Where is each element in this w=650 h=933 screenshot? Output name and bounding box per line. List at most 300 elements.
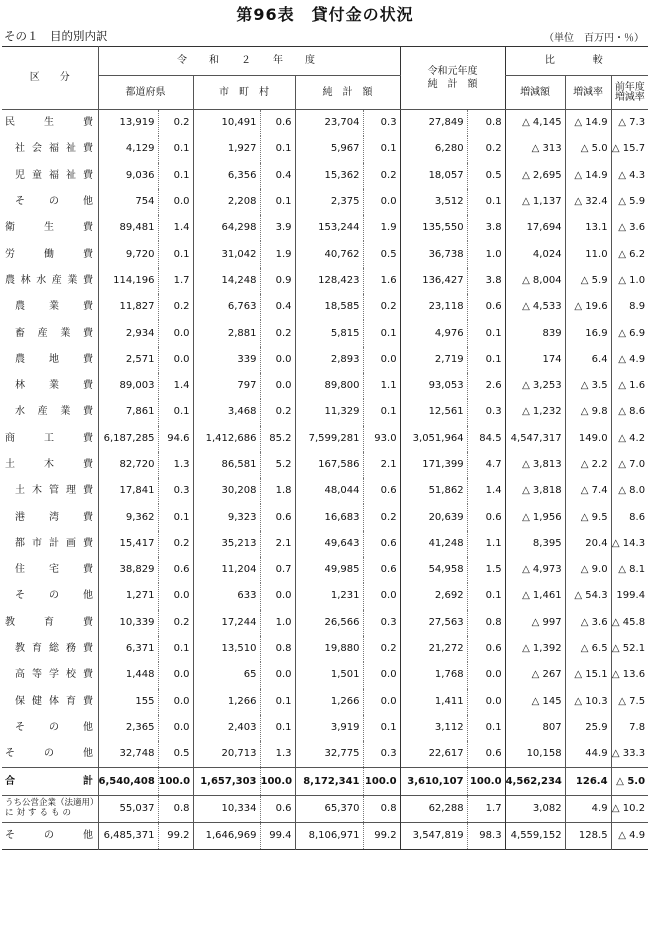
table-cell: 136,427 [400, 268, 467, 294]
table-cell: 11,827 [98, 294, 158, 320]
table-row [2, 636, 648, 662]
table-cell: 128.5 [565, 823, 611, 850]
table-cell: 0.2 [260, 399, 295, 425]
table-cell: 0.3 [467, 399, 505, 425]
row-label [2, 478, 98, 504]
table-cell: 0.0 [158, 662, 193, 688]
table-row [2, 136, 648, 162]
table-cell: 1,501 [295, 662, 363, 688]
table-cell: 1.3 [158, 452, 193, 478]
row-label [2, 215, 98, 241]
table-cell: 4,129 [98, 136, 158, 162]
table-cell: △ 9.5 [565, 504, 611, 530]
header-prefecture: 都道府県 [98, 76, 193, 110]
table-cell: 12,561 [400, 399, 467, 425]
table-cell: △ 8.0 [611, 478, 648, 504]
table-cell: △ 1.6 [611, 373, 648, 399]
table-cell: 100.0 [467, 768, 505, 795]
table-cell: 1.3 [260, 741, 295, 768]
table-cell: △ 7.5 [611, 689, 648, 715]
table-cell: 2,881 [193, 320, 260, 346]
table-cell: △ 1,137 [505, 189, 565, 215]
table-cell: 1,231 [295, 583, 363, 609]
table-cell: 9,720 [98, 241, 158, 267]
table-row [2, 557, 648, 583]
table-cell: 15,417 [98, 531, 158, 557]
row-label-text: 商工費 [5, 432, 93, 444]
table-cell: 0.8 [363, 795, 400, 822]
table-cell: 0.2 [363, 163, 400, 189]
table-cell: 4,559,152 [505, 823, 565, 850]
table-row [2, 531, 648, 557]
table-cell: 89,003 [98, 373, 158, 399]
table-cell: 10,491 [193, 110, 260, 137]
table-cell: 18,057 [400, 163, 467, 189]
row-label-text: その他 [5, 748, 93, 760]
row-label-text: 農業費 [15, 301, 93, 313]
table-cell: 9,323 [193, 504, 260, 530]
table-cell: 17,841 [98, 478, 158, 504]
table-cell: 0.8 [467, 110, 505, 137]
row-label [2, 294, 98, 320]
table-cell: 38,829 [98, 557, 158, 583]
table-cell: 1,271 [98, 583, 158, 609]
row-label [2, 795, 98, 822]
table-cell: △ 14.3 [611, 531, 648, 557]
row-label-text: 高等学校費 [15, 669, 93, 681]
header-reiwa1-line1: 令和元年度 [427, 65, 478, 77]
table-cell: 49,985 [295, 557, 363, 583]
row-label-text: 水産業費 [15, 406, 93, 418]
table-cell: 2.1 [260, 531, 295, 557]
table-cell: 1,411 [400, 689, 467, 715]
table-cell: 5,967 [295, 136, 363, 162]
table-cell: 0.0 [158, 715, 193, 741]
row-label-text: 教育総務費 [15, 643, 93, 655]
table-cell: △ 10.2 [611, 795, 648, 822]
table-cell: △ 4.2 [611, 426, 648, 452]
table-cell: 0.2 [363, 636, 400, 662]
table-cell: 51,862 [400, 478, 467, 504]
table-cell: △ 4.9 [611, 823, 648, 850]
table-cell: 3,112 [400, 715, 467, 741]
table-cell: 633 [193, 583, 260, 609]
header-category: 区 分 [2, 47, 98, 110]
table-cell: 54,958 [400, 557, 467, 583]
table-cell: 155 [98, 689, 158, 715]
table-cell: 19,880 [295, 636, 363, 662]
row-label [2, 741, 98, 768]
table-cell: 0.7 [260, 557, 295, 583]
row-label-text: 保健体育費 [15, 695, 93, 707]
table-cell: 0.5 [363, 241, 400, 267]
table-cell: 0.1 [467, 320, 505, 346]
row-label-text: 労働費 [5, 248, 93, 260]
table-cell: △ 54.3 [565, 583, 611, 609]
table-cell: 0.1 [158, 636, 193, 662]
table-cell: 2,893 [295, 347, 363, 373]
table-cell: 839 [505, 320, 565, 346]
table-cell: △ 3,818 [505, 478, 565, 504]
table-cell: 1.9 [260, 241, 295, 267]
table-cell: 3,512 [400, 189, 467, 215]
table-row [2, 583, 648, 609]
table-cell: 1.9 [363, 215, 400, 241]
table-cell: 21,272 [400, 636, 467, 662]
table-cell: 6,280 [400, 136, 467, 162]
table-cell: 8,172,341 [295, 768, 363, 795]
table-row [2, 504, 648, 530]
table-cell: 4.7 [467, 452, 505, 478]
table-cell: 0.1 [363, 715, 400, 741]
table-cell: 84.5 [467, 426, 505, 452]
row-label-text: 合計 [5, 775, 93, 787]
table-cell: △ 5.9 [565, 268, 611, 294]
table-cell: 171,399 [400, 452, 467, 478]
table-cell: 20,713 [193, 741, 260, 768]
table-cell: 35,213 [193, 531, 260, 557]
table-row [2, 715, 648, 741]
table-cell: △ 7.0 [611, 452, 648, 478]
table-cell: 5.2 [260, 452, 295, 478]
table-cell: 3,468 [193, 399, 260, 425]
table-cell: 128,423 [295, 268, 363, 294]
table-cell: 8,395 [505, 531, 565, 557]
table-cell: 0.2 [158, 610, 193, 636]
table-cell: 0.8 [260, 636, 295, 662]
table-cell: △ 9.8 [565, 399, 611, 425]
table-cell: △ 13.6 [611, 662, 648, 688]
table-cell: 2,934 [98, 320, 158, 346]
table-cell: 6,187,285 [98, 426, 158, 452]
table-cell: 0.2 [158, 294, 193, 320]
table-cell: 0.0 [467, 662, 505, 688]
table-cell: △ 8.1 [611, 557, 648, 583]
table-cell: 1,646,969 [193, 823, 260, 850]
table-cell: 0.1 [260, 189, 295, 215]
table-cell: 8.9 [611, 294, 648, 320]
table-cell: 1,266 [295, 689, 363, 715]
table-cell: 93.0 [363, 426, 400, 452]
row-label-text: 民生費 [5, 117, 93, 129]
table-cell: 2,365 [98, 715, 158, 741]
table-cell: 0.1 [158, 136, 193, 162]
table-row [2, 399, 648, 425]
table-cell: 0.0 [363, 347, 400, 373]
row-label-text: その他 [15, 590, 93, 602]
table-cell: 0.3 [158, 478, 193, 504]
table-body [2, 110, 648, 850]
table-cell: 11,204 [193, 557, 260, 583]
table-cell: 22,617 [400, 741, 467, 768]
table-cell: 3,919 [295, 715, 363, 741]
table-cell: 2,375 [295, 189, 363, 215]
row-label [2, 268, 98, 294]
table-cell: 0.8 [158, 795, 193, 822]
table-cell: △ 9.0 [565, 557, 611, 583]
row-label-text: 林業費 [15, 380, 93, 392]
table-cell: 100.0 [260, 768, 295, 795]
table-cell: 36,738 [400, 241, 467, 267]
table-cell: 0.0 [363, 583, 400, 609]
table-cell: 3,051,964 [400, 426, 467, 452]
table-row [2, 163, 648, 189]
row-label [2, 557, 98, 583]
table-cell: 18,585 [295, 294, 363, 320]
row-label-text: その他 [15, 196, 93, 208]
table-cell: 3,610,107 [400, 768, 467, 795]
table-cell: 1.7 [467, 795, 505, 822]
table-cell: 6,763 [193, 294, 260, 320]
row-label [2, 823, 98, 850]
row-label [2, 347, 98, 373]
table-cell: 41,248 [400, 531, 467, 557]
table-cell: 6,485,371 [98, 823, 158, 850]
row-label [2, 241, 98, 267]
unit-note: （単位 百万円・％） [544, 33, 644, 44]
table-cell: 0.5 [158, 741, 193, 768]
row-label [2, 531, 98, 557]
table-cell: 4,547,317 [505, 426, 565, 452]
table-cell: 0.6 [158, 557, 193, 583]
row-label-text: 土木管理費 [15, 485, 93, 497]
table-cell: 0.9 [260, 268, 295, 294]
table-cell: △ 7.3 [611, 110, 648, 137]
table-cell: △ 6.5 [565, 636, 611, 662]
table-cell: 48,044 [295, 478, 363, 504]
table-cell: 0.1 [467, 347, 505, 373]
table-cell: 27,849 [400, 110, 467, 137]
table-row [2, 741, 648, 768]
table-cell: 17,244 [193, 610, 260, 636]
header-change-rate: 増減率 [565, 76, 611, 110]
table-cell: △ 1,461 [505, 583, 565, 609]
table-cell: 6,371 [98, 636, 158, 662]
table-row [2, 426, 648, 452]
table-cell: 2,719 [400, 347, 467, 373]
table-cell: 0.6 [467, 741, 505, 768]
table-cell: 0.6 [260, 795, 295, 822]
table-cell: 0.0 [260, 373, 295, 399]
table-cell: △ 3,253 [505, 373, 565, 399]
table-cell: 25.9 [565, 715, 611, 741]
table-cell: △ 33.3 [611, 741, 648, 768]
table-cell: △ 5.0 [565, 136, 611, 162]
row-label [2, 373, 98, 399]
row-label [2, 189, 98, 215]
table-cell: 1.4 [158, 373, 193, 399]
table-cell: 0.3 [363, 610, 400, 636]
table-cell: 62,288 [400, 795, 467, 822]
row-label-text: 社会福祉費 [15, 143, 93, 155]
table-cell: 0.2 [260, 320, 295, 346]
table-cell: 2,403 [193, 715, 260, 741]
loan-table [2, 46, 648, 850]
table-cell: 339 [193, 347, 260, 373]
table-cell: 0.5 [467, 163, 505, 189]
table-cell: △ 15.1 [565, 662, 611, 688]
table-cell: 2.6 [467, 373, 505, 399]
table-cell: △ 32.4 [565, 189, 611, 215]
table-cell: 174 [505, 347, 565, 373]
header-reiwa2: 令 和 ２ 年 度 [98, 47, 400, 76]
table-cell: 32,748 [98, 741, 158, 768]
table-cell: △ 52.1 [611, 636, 648, 662]
table-cell: △ 15.7 [611, 136, 648, 162]
table-cell: 40,762 [295, 241, 363, 267]
table-cell: 10,334 [193, 795, 260, 822]
table-cell: △ 10.3 [565, 689, 611, 715]
table-cell: 1.7 [158, 268, 193, 294]
table-cell: △ 6.9 [611, 320, 648, 346]
header-prev-rate-line2: 増減率 [614, 91, 645, 103]
table-cell: 30,208 [193, 478, 260, 504]
row-label [2, 768, 98, 795]
table-cell: △ 5.0 [611, 768, 648, 795]
table-row [2, 478, 648, 504]
row-label [2, 715, 98, 741]
table-cell: 4,024 [505, 241, 565, 267]
header-reiwa1 [400, 47, 505, 110]
table-row [2, 795, 648, 822]
row-label-text: その他 [5, 830, 93, 842]
table-cell: 0.6 [467, 636, 505, 662]
table-cell: 0.0 [158, 689, 193, 715]
table-cell: 797 [193, 373, 260, 399]
row-label [2, 583, 98, 609]
table-cell: 11,329 [295, 399, 363, 425]
table-cell: 0.1 [158, 504, 193, 530]
table-cell: 13,919 [98, 110, 158, 137]
table-row [2, 768, 648, 795]
table-cell: 65 [193, 662, 260, 688]
table-cell: 1,657,303 [193, 768, 260, 795]
table-cell: 0.0 [467, 689, 505, 715]
table-cell: 0.1 [158, 163, 193, 189]
row-label-text: 土木費 [5, 459, 93, 470]
table-cell: △ 145 [505, 689, 565, 715]
table-cell: 93,053 [400, 373, 467, 399]
table-cell: 8.6 [611, 504, 648, 530]
table-cell: 153,244 [295, 215, 363, 241]
row-label [2, 426, 98, 452]
table-cell: △ 1,392 [505, 636, 565, 662]
table-cell: 2.1 [363, 452, 400, 478]
table-cell: 2,571 [98, 347, 158, 373]
row-label-line2: に対するもの [5, 807, 75, 818]
table-cell: △ 19.6 [565, 294, 611, 320]
table-cell: 4,562,234 [505, 768, 565, 795]
table-cell: 0.8 [467, 610, 505, 636]
table-cell: 3.9 [260, 215, 295, 241]
table-cell: 0.0 [363, 662, 400, 688]
table-cell: 98.3 [467, 823, 505, 850]
table-cell: 27,563 [400, 610, 467, 636]
table-cell: △ 4.3 [611, 163, 648, 189]
table-cell: 114,196 [98, 268, 158, 294]
table-cell: 0.0 [363, 189, 400, 215]
table-cell: 1,412,686 [193, 426, 260, 452]
table-cell: 0.1 [467, 715, 505, 741]
table-subtitle: その１ 目的別内訳 [4, 29, 108, 43]
table-cell: △ 3.6 [611, 215, 648, 241]
table-cell: 1.1 [467, 531, 505, 557]
table-row [2, 689, 648, 715]
table-cell: 1,266 [193, 689, 260, 715]
table-cell: 1,448 [98, 662, 158, 688]
row-label [2, 452, 98, 478]
table-cell: 754 [98, 189, 158, 215]
table-cell: 0.2 [158, 531, 193, 557]
table-cell: 10,158 [505, 741, 565, 768]
table-row [2, 347, 648, 373]
table-cell: 6,540,408 [98, 768, 158, 795]
row-label [2, 504, 98, 530]
table-cell: 17,694 [505, 215, 565, 241]
table-cell: 99.2 [158, 823, 193, 850]
row-label-text: 港湾費 [15, 511, 93, 523]
table-cell: 0.0 [158, 320, 193, 346]
table-cell: 82,720 [98, 452, 158, 478]
table-cell: 2,692 [400, 583, 467, 609]
row-label [2, 399, 98, 425]
table-cell: 14,248 [193, 268, 260, 294]
table-row [2, 320, 648, 346]
table-cell: 0.6 [363, 531, 400, 557]
table-cell: △ 8.6 [611, 399, 648, 425]
table-cell: 31,042 [193, 241, 260, 267]
table-cell: 94.6 [158, 426, 193, 452]
table-cell: 16,683 [295, 504, 363, 530]
table-cell: 85.2 [260, 426, 295, 452]
table-cell: 0.2 [363, 504, 400, 530]
table-cell: 8,106,971 [295, 823, 363, 850]
table-cell: 0.1 [260, 715, 295, 741]
table-cell: △ 14.9 [565, 163, 611, 189]
table-cell: 5,815 [295, 320, 363, 346]
table-cell: 100.0 [158, 768, 193, 795]
table-cell: 0.0 [260, 583, 295, 609]
table-cell: 1.0 [260, 610, 295, 636]
table-cell: △ 6.2 [611, 241, 648, 267]
table-cell: △ 5.9 [611, 189, 648, 215]
table-cell: 0.3 [363, 741, 400, 768]
table-cell: 26,566 [295, 610, 363, 636]
table-cell: 49,643 [295, 531, 363, 557]
table-cell: △ 997 [505, 610, 565, 636]
table-cell: 0.6 [467, 294, 505, 320]
table-cell: 1.1 [363, 373, 400, 399]
table-row [2, 189, 648, 215]
row-label-text: 教育費 [5, 616, 93, 628]
table-cell: △ 3,813 [505, 452, 565, 478]
table-cell: 0.6 [260, 110, 295, 137]
row-label [2, 636, 98, 662]
table-cell: 807 [505, 715, 565, 741]
table-row [2, 268, 648, 294]
table-cell: 20,639 [400, 504, 467, 530]
table-cell: △ 4,533 [505, 294, 565, 320]
table-cell: 7,599,281 [295, 426, 363, 452]
table-cell: 0.1 [158, 399, 193, 425]
table-row [2, 662, 648, 688]
row-label-text: 児童福祉費 [15, 169, 93, 181]
table-cell: 0.6 [363, 478, 400, 504]
table-cell: 65,370 [295, 795, 363, 822]
table-row [2, 823, 648, 850]
table-cell: 100.0 [363, 768, 400, 795]
table-cell: △ 2.2 [565, 452, 611, 478]
